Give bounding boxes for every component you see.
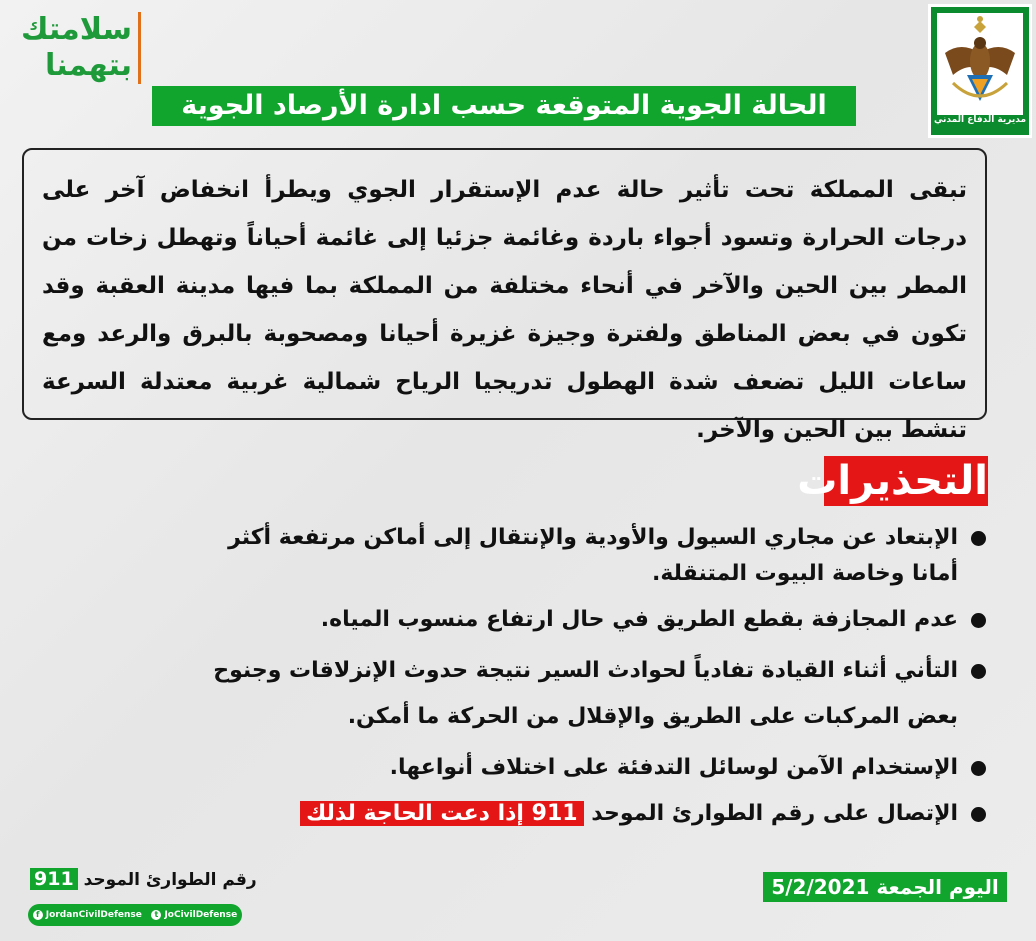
slogan (12, 12, 141, 84)
social-twitter[interactable] (151, 904, 237, 926)
warning-item (180, 648, 990, 740)
bullet-icon (971, 531, 986, 546)
warnings-title: التحذيرات (797, 458, 988, 504)
emergency-number-footer (30, 868, 257, 890)
civil-defense-logo (928, 4, 1032, 138)
facebook-handle: JordanCivilDefense (45, 910, 142, 920)
slogan-line-1: سلامتك (20, 12, 132, 47)
twitter-icon: t (151, 910, 161, 920)
warning-text-prefix: الإتصال على رقم الطوارئ الموحد (591, 801, 958, 826)
warning-text: التأني أثناء القيادة تفادياً لحوادث السير نتيجة حدوث الإنزلاقات وجنوح بعض المركبات على الطريق والإقلال من الحركة ما أمكن. (213, 658, 958, 729)
warnings-list (180, 520, 990, 842)
twitter-handle: JoCivilDefense (164, 910, 238, 920)
bullet-icon (971, 807, 986, 822)
warning-text: عدم المجازفة بقطع الطريق في حال ارتفاع منسوب المياه. (320, 607, 958, 632)
logo-caption: مديرية الدفاع المدني (933, 115, 1027, 125)
date-badge: اليوم الجمعة 5/2/2021 (763, 872, 1007, 902)
warning-item (180, 520, 990, 592)
emergency-number: 911 (30, 868, 78, 890)
warning-highlight (300, 801, 583, 826)
eagle-emblem-icon (937, 13, 1023, 115)
bullet-icon (971, 613, 986, 628)
bullet-icon (971, 761, 986, 776)
forecast-box (22, 148, 987, 443)
warning-text: الإستخدام الآمن لوسائل التدفئة على اختلاف أنواعها. (389, 755, 958, 780)
bullet-icon (971, 664, 986, 679)
slogan-line-2: بتهمنا (45, 48, 132, 83)
forecast-text: تبقى المملكة تحت تأثير حالة عدم الإستقرار الجوي ويطرأ انخفاض آخر على درجات الحرارة وتسود أجواء باردة وغائمة جزئيا إلى غائمة أحياناً وتهطل زخات من المطر بين الحين والآخر في أنحاء مختلفة من المملكة بما فيها مدينة العقبة وقد تكون في بعض المناطق ولفترة وجيزة غزيرة أحيانا ومصحوبة بالبرق والرعد ومع ساعات الليل تضعف شدة الهطول تدريجيا الرياح شمالية غربية معتدلة السرعة تنشط بين الحين والآخر. (42, 177, 967, 443)
warning-item (180, 796, 990, 832)
page-title: الحالة الجوية المتوقعة حسب ادارة الأرصاد الجوية (152, 86, 856, 126)
social-facebook[interactable] (33, 904, 142, 926)
warning-item (180, 602, 990, 638)
warning-text-suffix: إذا دعت الحاجة لذلك (306, 801, 524, 826)
social-links (28, 904, 242, 926)
emergency-number-inline: 911 (531, 801, 578, 826)
emergency-label: رقم الطوارئ الموحد (83, 870, 257, 890)
warning-text: الإبتعاد عن مجاري السيول والأودية والإنتقال إلى أماكن مرتفعة أكثر أمانا وخاصة البيوت المتنقلة. (228, 525, 958, 586)
facebook-icon: f (33, 910, 43, 920)
warning-item (180, 750, 990, 786)
